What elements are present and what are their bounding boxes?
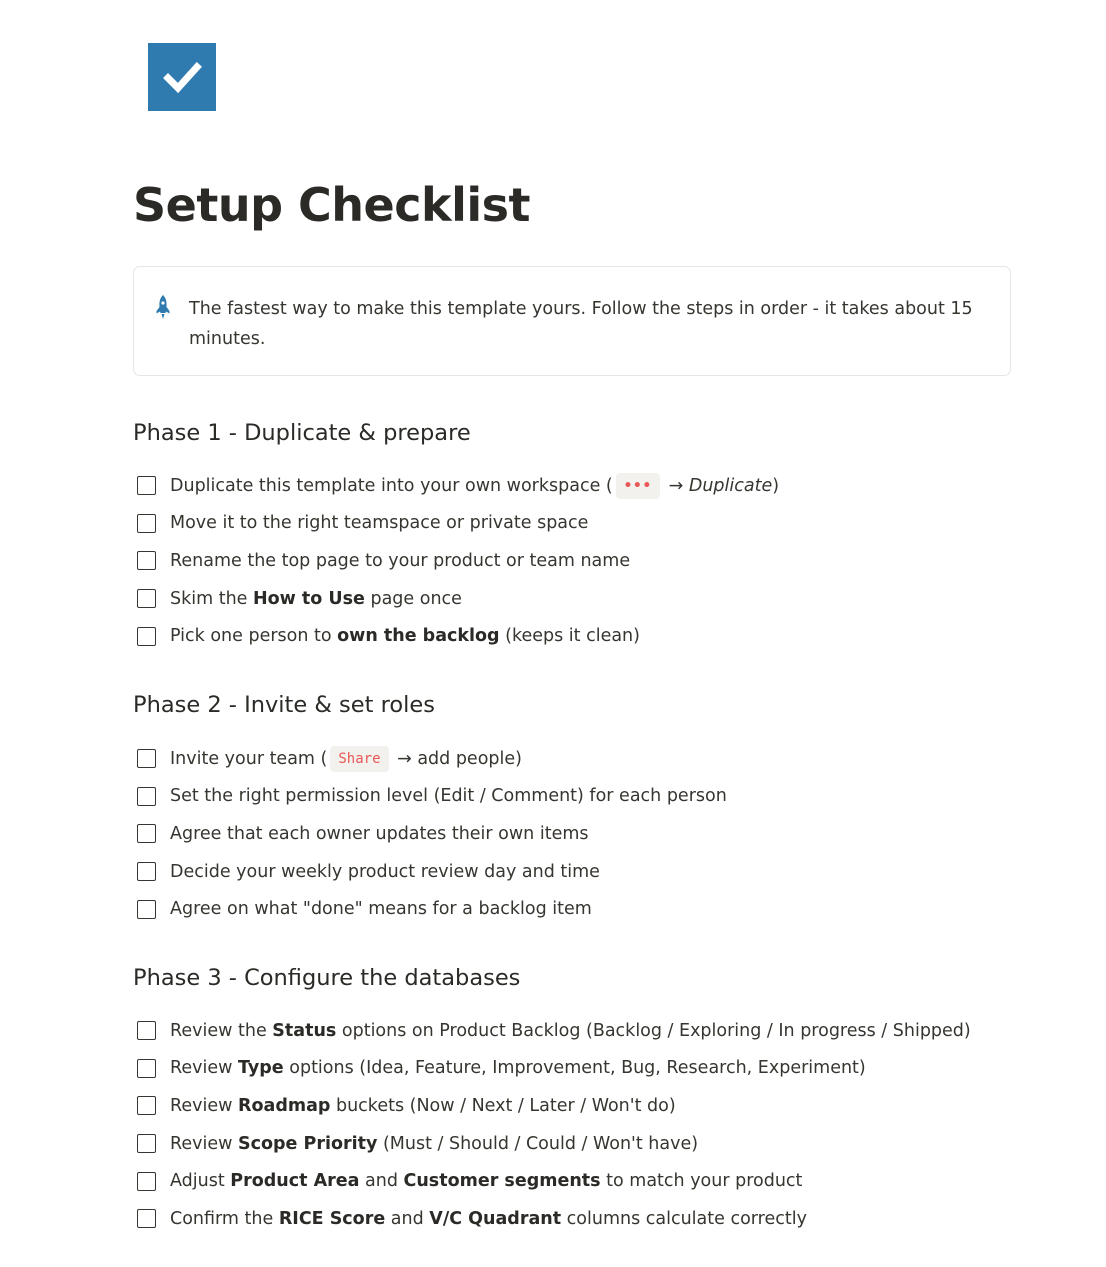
todo-item xyxy=(137,1125,971,1163)
todo-item xyxy=(137,467,779,505)
todo-checkbox[interactable] xyxy=(137,1209,156,1228)
todo-item xyxy=(137,1162,971,1200)
todo-text[interactable]: Agree on what "done" means for a backlog item xyxy=(170,899,592,920)
todo-checkbox[interactable] xyxy=(137,900,156,919)
todo-item xyxy=(137,1050,971,1088)
todo-text[interactable]: Invite your team ( Share → add people) xyxy=(170,746,522,772)
todo-checkbox[interactable] xyxy=(137,627,156,646)
todo-item xyxy=(137,542,779,580)
todo-item xyxy=(137,740,727,778)
todo-text[interactable]: Confirm the RICE Score and V/C Quadrant columns calculate correctly xyxy=(170,1208,807,1229)
checkbox-check-icon xyxy=(160,55,204,99)
phase-3-heading[interactable]: Phase 3 - Configure the databases xyxy=(133,965,521,991)
todo-text[interactable]: Decide your weekly product review day and time xyxy=(170,861,600,882)
page-title[interactable]: Setup Checklist xyxy=(133,178,530,232)
callout-text[interactable]: The fastest way to make this template yours. Follow the steps in order - it takes about 15 minutes. xyxy=(189,299,973,349)
todo-checkbox[interactable] xyxy=(137,589,156,608)
todo-text[interactable]: Duplicate this template into your own workspace ( ••• → Duplicate) xyxy=(170,473,779,499)
todo-text[interactable]: Review Type options (Idea, Feature, Improvement, Bug, Research, Experiment) xyxy=(170,1058,866,1079)
phase-1-heading[interactable]: Phase 1 - Duplicate & prepare xyxy=(133,420,471,446)
todo-item xyxy=(137,890,727,928)
rocket-icon xyxy=(154,294,172,320)
page-icon[interactable] xyxy=(148,43,216,111)
todo-text[interactable]: Review Roadmap buckets (Now / Next / Later / Won't do) xyxy=(170,1095,676,1116)
todo-item xyxy=(137,1087,971,1125)
todo-checkbox[interactable] xyxy=(137,1172,156,1191)
todo-text[interactable]: Skim the How to Use page once xyxy=(170,588,462,609)
todo-checkbox[interactable] xyxy=(137,1059,156,1078)
todo-text[interactable]: Review the Status options on Product Backlog (Backlog / Exploring / In progress / Shipped) xyxy=(170,1020,971,1041)
todo-checkbox[interactable] xyxy=(137,824,156,843)
todo-text[interactable]: Adjust Product Area and Customer segments to match your product xyxy=(170,1171,803,1192)
phase-2-checklist xyxy=(137,740,727,928)
todo-checkbox[interactable] xyxy=(137,1134,156,1153)
todo-text[interactable]: Move it to the right teamspace or private space xyxy=(170,513,589,534)
todo-item xyxy=(137,815,727,853)
todo-text[interactable]: Review Scope Priority (Must / Should / Could / Won't have) xyxy=(170,1133,699,1154)
todo-checkbox[interactable] xyxy=(137,749,156,768)
share-chip: Share xyxy=(330,746,388,772)
todo-checkbox[interactable] xyxy=(137,787,156,806)
todo-item xyxy=(137,778,727,816)
todo-checkbox[interactable] xyxy=(137,514,156,533)
phase-2-heading[interactable]: Phase 2 - Invite & set roles xyxy=(133,692,435,718)
todo-checkbox[interactable] xyxy=(137,862,156,881)
todo-item xyxy=(137,580,779,618)
todo-checkbox[interactable] xyxy=(137,551,156,570)
todo-text[interactable]: Pick one person to own the backlog (keeps it clean) xyxy=(170,626,640,647)
todo-item xyxy=(137,853,727,891)
todo-text[interactable]: Set the right permission level (Edit / Comment) for each person xyxy=(170,786,727,807)
phase-1-checklist xyxy=(137,467,779,655)
todo-checkbox[interactable] xyxy=(137,476,156,495)
todo-item xyxy=(137,505,779,543)
todo-item xyxy=(137,617,779,655)
todo-item xyxy=(137,1012,971,1050)
todo-text[interactable]: Rename the top page to your product or team name xyxy=(170,550,631,571)
todo-text[interactable]: Agree that each owner updates their own items xyxy=(170,823,589,844)
todo-checkbox[interactable] xyxy=(137,1096,156,1115)
callout-block xyxy=(133,266,1011,376)
more-options-chip: ••• xyxy=(616,473,660,499)
todo-checkbox[interactable] xyxy=(137,1021,156,1040)
phase-3-checklist xyxy=(137,1012,971,1238)
todo-item xyxy=(137,1200,971,1238)
